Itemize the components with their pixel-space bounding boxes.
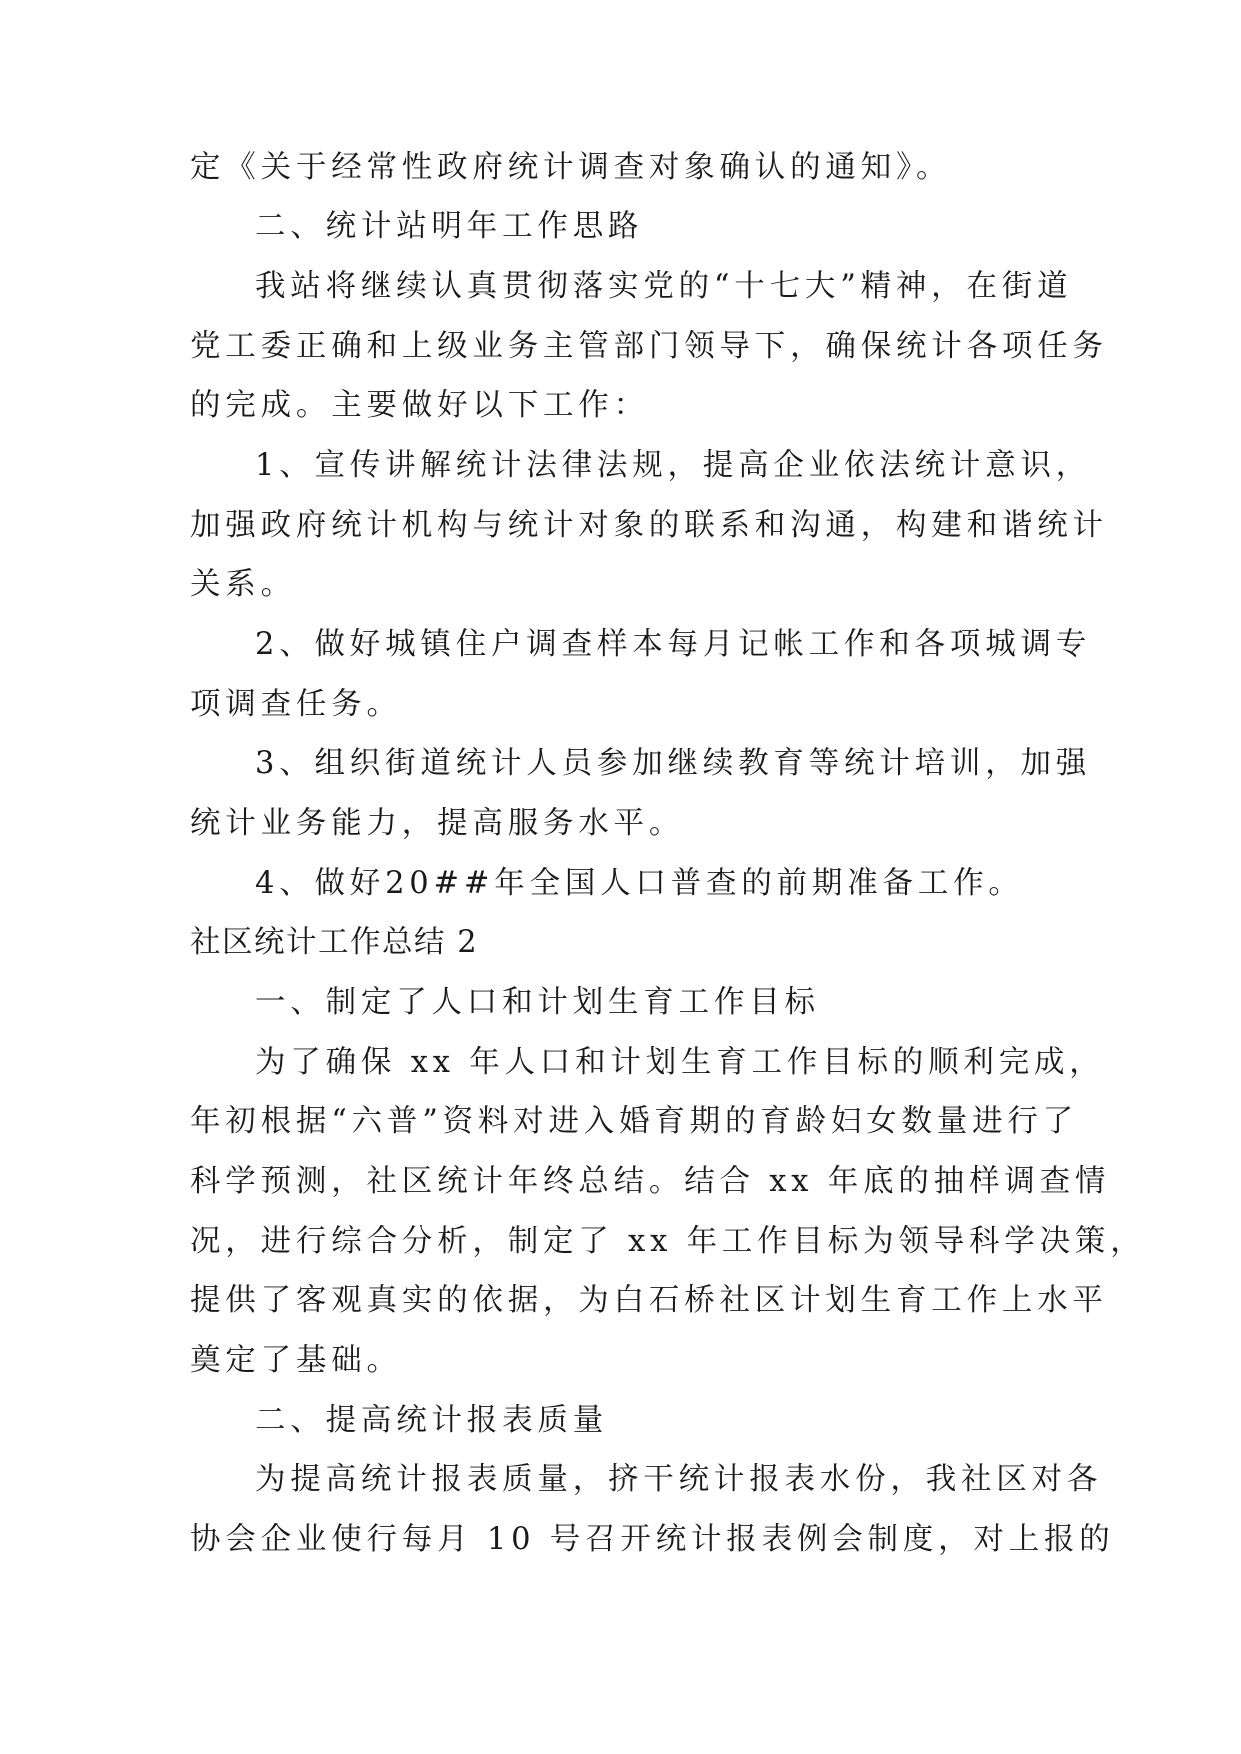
text-line: 党工委正确和上级业务主管部门领导下，确保统计各项任务 — [190, 329, 1108, 364]
section-heading: 二、统计站明年工作思路 — [255, 209, 644, 244]
text-line: 我站将继续认真贯彻落实党的“十七大”精神，在街道 — [255, 269, 1073, 304]
text-line: 为了确保 xx 年人口和计划生育工作目标的顺利完成， — [255, 1045, 1105, 1080]
text-line: 为提高统计报表质量，挤干统计报表水份，我社区对各 — [255, 1462, 1103, 1497]
list-item: 3、组织街道统计人员参加继续教育等统计培训，加强 — [255, 746, 1092, 781]
text-line: 协会企业使行每月 10 号召开统计报表例会制度，对上报的 — [190, 1522, 1115, 1557]
text-line: 关系。 — [190, 567, 296, 602]
list-item: 2、做好城镇住户调查样本每月记帐工作和各项城调专 — [255, 627, 1092, 662]
text-line: 项调查任务。 — [190, 687, 402, 722]
text-line: 况，进行综合分析，制定了 xx 年工作目标为领导科学决策， — [190, 1224, 1146, 1259]
article-title: 社区统计工作总结 2 — [190, 925, 479, 960]
section-heading: 一、制定了人口和计划生育工作目标 — [255, 985, 820, 1020]
text-line: 年初根据“六普”资料对进入婚育期的育龄妇女数量进行了 — [190, 1104, 1078, 1139]
list-item: 1、宣传讲解统计法律法规，提高企业依法统计意识， — [255, 448, 1092, 483]
text-line: 定《关于经常性政府统计调查对象确认的通知》。 — [190, 150, 952, 185]
text-line: 加强政府统计机构与统计对象的联系和沟通，构建和谐统计 — [190, 508, 1108, 543]
text-line: 奠定了基础。 — [190, 1343, 402, 1378]
text-line: 提供了客观真实的依据，为白石桥社区计划生育工作上水平 — [190, 1283, 1108, 1318]
section-heading: 二、提高统计报表质量 — [255, 1403, 608, 1438]
list-item: 4、做好20##年全国人口普查的前期准备工作。 — [255, 866, 1024, 901]
text-line: 的完成。主要做好以下工作： — [190, 388, 649, 423]
text-line: 统计业务能力，提高服务水平。 — [190, 806, 685, 841]
text-line: 科学预测，社区统计年终总结。结合 xx 年底的抽样调查情 — [190, 1164, 1111, 1199]
